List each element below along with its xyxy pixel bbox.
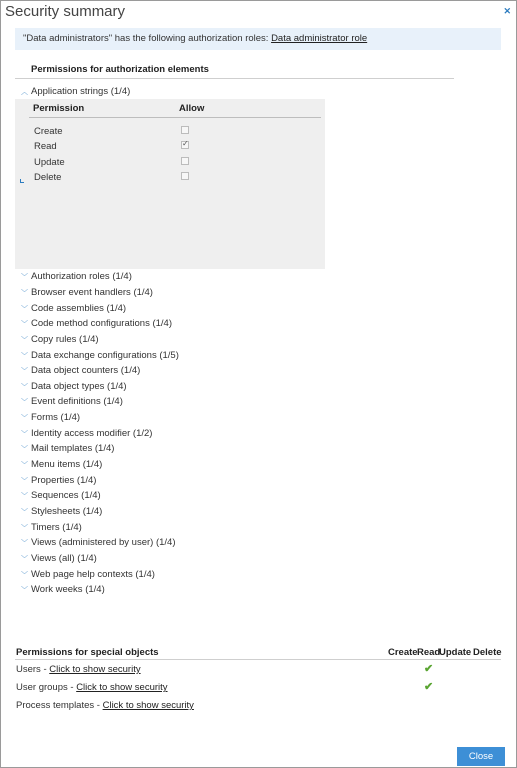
permission-create-checkbox[interactable]	[181, 126, 189, 134]
permission-update-checkbox[interactable]	[181, 157, 189, 165]
show-security-link[interactable]: Click to show security	[102, 700, 194, 711]
group-label: Views (administered by user) (1/4)	[31, 537, 176, 548]
group-item[interactable]	[21, 334, 99, 345]
special-section-heading: Permissions for special objects	[16, 647, 159, 658]
group-item[interactable]	[21, 506, 102, 517]
group-item[interactable]	[21, 569, 155, 580]
special-row-user-groups	[16, 682, 168, 693]
row-label: Users -	[16, 664, 50, 675]
special-row-users	[16, 664, 141, 675]
column-header-read: Read	[417, 647, 441, 658]
group-label: Event definitions (1/4)	[31, 396, 123, 407]
permission-create-label: Create	[34, 126, 63, 137]
group-label: Forms (1/4)	[31, 412, 81, 423]
group-label: Work weeks (1/4)	[31, 584, 105, 595]
group-item[interactable]	[21, 428, 152, 439]
row-label: Process templates -	[16, 700, 103, 711]
group-item[interactable]	[21, 365, 140, 376]
role-link[interactable]: Data administrator role	[271, 33, 368, 44]
chevron-down-icon: ﹀	[21, 540, 28, 547]
show-security-link[interactable]: Click to show security	[76, 682, 168, 693]
permissions-panel	[15, 99, 325, 269]
divider	[15, 659, 501, 660]
group-item[interactable]	[21, 381, 127, 392]
permission-read-checkbox[interactable]	[181, 141, 189, 149]
group-item[interactable]	[21, 318, 172, 329]
column-header-permission: Permission	[33, 103, 85, 114]
group-item[interactable]	[21, 412, 80, 423]
group-label: Timers (1/4)	[31, 522, 82, 533]
chevron-down-icon: ﹀	[21, 306, 28, 313]
auth-section-heading: Permissions for authorization elements	[31, 64, 209, 75]
divider	[15, 78, 454, 79]
close-icon[interactable]: ✕	[503, 6, 511, 16]
chevron-down-icon: ﹀	[21, 290, 28, 297]
group-label: Code assemblies (1/4)	[31, 303, 127, 314]
chevron-down-icon: ﹀	[21, 462, 28, 469]
special-row-process-templates	[16, 700, 194, 711]
group-label: Data object counters (1/4)	[31, 365, 141, 376]
permission-delete-label: Delete	[34, 172, 62, 183]
group-label: Sequences (1/4)	[31, 490, 101, 501]
chevron-down-icon: ﹀	[21, 478, 28, 485]
group-item[interactable]	[21, 287, 153, 298]
chevron-down-icon: ﹀	[21, 274, 28, 281]
group-label: Stylesheets (1/4)	[31, 506, 103, 517]
chevron-down-icon: ﹀	[21, 368, 28, 375]
group-label: Authorization roles (1/4)	[31, 271, 132, 282]
group-label: Copy rules (1/4)	[31, 334, 99, 345]
check-icon: ✔	[424, 663, 434, 675]
chevron-down-icon: ﹀	[21, 525, 28, 532]
group-label: Browser event handlers (1/4)	[31, 287, 153, 298]
chevron-down-icon: ﹀	[21, 431, 28, 438]
chevron-down-icon: ﹀	[21, 399, 28, 406]
chevron-down-icon: ﹀	[21, 337, 28, 344]
chevron-down-icon: ﹀	[21, 556, 28, 563]
group-label: Data object types (1/4)	[31, 381, 127, 392]
group-item[interactable]	[21, 475, 96, 486]
column-header-create: Create	[388, 647, 418, 658]
group-label: Code method configurations (1/4)	[31, 318, 172, 329]
chevron-down-icon: ﹀	[21, 384, 28, 391]
group-item[interactable]	[21, 271, 132, 282]
chevron-down-icon: ﹀	[21, 509, 28, 516]
chevron-up-icon: ︿	[21, 89, 28, 96]
permission-read-label: Read	[34, 141, 57, 152]
group-item[interactable]	[21, 553, 97, 564]
group-label: Identity access modifier (1/2)	[31, 428, 153, 439]
resize-corner-icon	[20, 179, 24, 183]
group-application-strings[interactable]	[21, 86, 130, 97]
group-label: Web page help contexts (1/4)	[31, 569, 155, 580]
group-label: Views (all) (1/4)	[31, 553, 97, 564]
divider	[29, 117, 321, 118]
group-item[interactable]	[21, 584, 105, 595]
chevron-down-icon: ﹀	[21, 353, 28, 360]
column-header-delete: Delete	[473, 647, 502, 658]
dialog-title: Security summary	[5, 3, 126, 20]
group-label: Application strings (1/4)	[31, 86, 131, 97]
group-item[interactable]	[21, 522, 82, 533]
chevron-down-icon: ﹀	[21, 587, 28, 594]
group-item[interactable]	[21, 490, 101, 501]
info-banner	[15, 28, 501, 50]
group-label: Properties (1/4)	[31, 475, 97, 486]
column-header-allow: Allow	[179, 103, 205, 114]
group-item[interactable]	[21, 303, 126, 314]
chevron-down-icon: ﹀	[21, 415, 28, 422]
chevron-down-icon: ﹀	[21, 321, 28, 328]
show-security-link[interactable]: Click to show security	[49, 664, 141, 675]
group-item[interactable]	[21, 537, 176, 548]
close-button[interactable]: Close	[457, 747, 505, 766]
column-header-update: Update	[439, 647, 472, 658]
group-item[interactable]	[21, 443, 114, 454]
group-item[interactable]	[21, 350, 179, 361]
group-item[interactable]	[21, 459, 102, 470]
row-label: User groups -	[16, 682, 77, 693]
info-text: "Data administrators" has the following authorization roles:	[23, 33, 272, 44]
permission-delete-checkbox[interactable]	[181, 172, 189, 180]
group-item[interactable]	[21, 396, 123, 407]
chevron-down-icon: ﹀	[21, 493, 28, 500]
group-label: Data exchange configurations (1/5)	[31, 350, 179, 361]
group-label: Menu items (1/4)	[31, 459, 103, 470]
chevron-down-icon: ﹀	[21, 446, 28, 453]
group-label: Mail templates (1/4)	[31, 443, 115, 454]
check-icon: ✔	[424, 681, 434, 693]
permission-update-label: Update	[34, 157, 65, 168]
chevron-down-icon: ﹀	[21, 572, 28, 579]
